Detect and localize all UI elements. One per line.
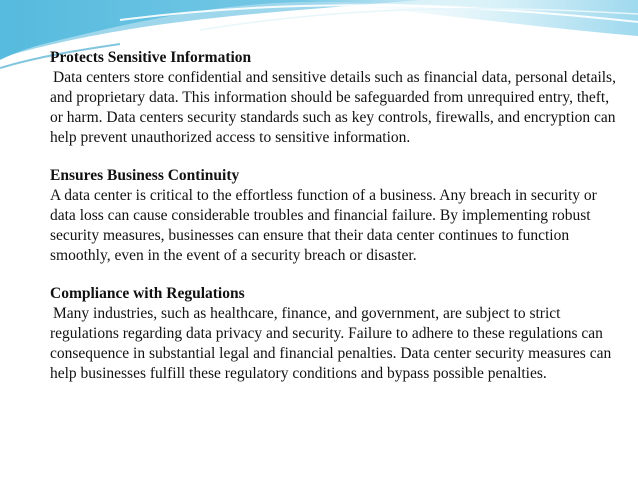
section-body-business-continuity: A data center is critical to the effortless function of a business. Any breach in security or data loss can cause considerable troubles and financial failure. By implementing robust security measures, businesses can ensure that their data center continues to function smoothly, even in the event of a security breach or disaster. — [50, 187, 597, 264]
section-body-compliance: Many industries, such as healthcare, finance, and government, are subject to strict regulations regarding data privacy and security. Failure to adhere to these regulations can consequence in substantial legal and financial penalties. Data center security measures can help businesses fulfill these regulatory conditions and bypass possible penalties. — [50, 305, 612, 382]
section-heading-sensitive-info: Protects Sensitive Information — [50, 49, 252, 66]
section-body-sensitive-info: Data centers store confidential and sensitive details such as financial data, personal details, and proprietary data. This information should be safeguarded from unrequired entry, theft, or harm. Data centers security standards such as key controls, firewalls, and encryption can help prevent unauthorized access to sensitive information. — [50, 69, 616, 146]
section-heading-business-continuity: Ensures Business Continuity — [50, 167, 240, 184]
section-heading-compliance: Compliance with Regulations — [50, 285, 245, 302]
content-area — [50, 48, 625, 384]
